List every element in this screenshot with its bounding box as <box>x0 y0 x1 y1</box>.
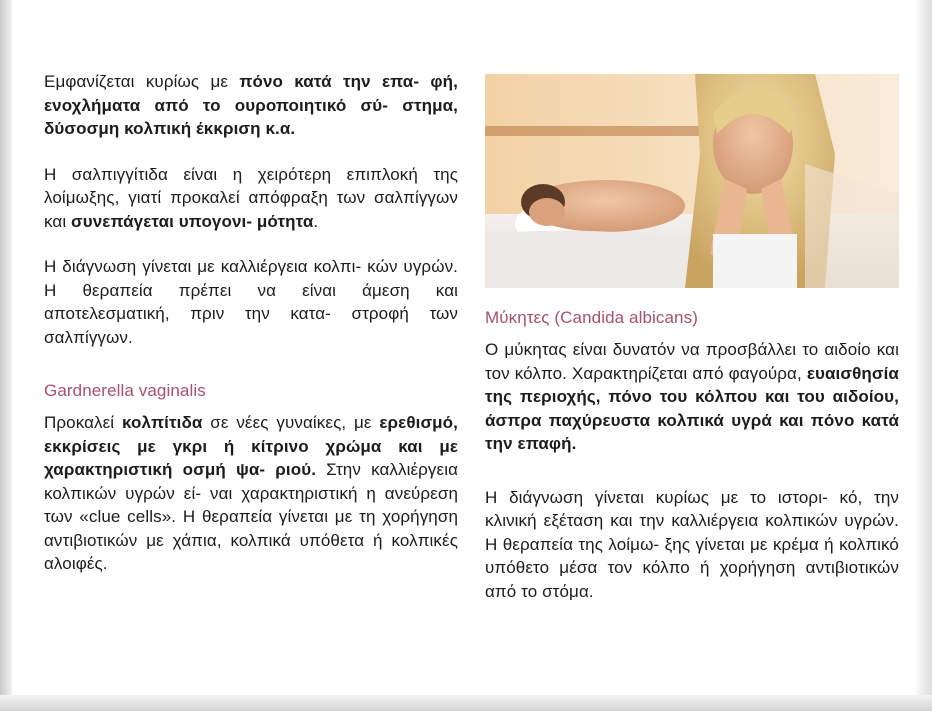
page-spine-shadow <box>0 0 12 711</box>
paragraph-gardnerella: Προκαλεί κολπίτιδα σε νέες γυναίκες, με ερεθισμό, εκκρίσεις με γκρι ή κίτρινο χρώμα και με χαρακτηριστική οσμή ψα- ριού. Στην καλλιέργεια κολπικών υγρών εί- ναι χαρακτηριστική η ανεύρεση των «clue cells». Η θεραπεία γίνεται με τη χορήγηση αντιβιοτικών με χάπια, κολπικά υπόθετα ή κολπικές αλοιφές. <box>44 413 459 573</box>
left-column <box>44 70 458 598</box>
paragraph-diagnosis-culture: Η διάγνωση γίνεται με καλλιέργεια κολπι- κών υγρών. Η θεραπεία πρέπει να είναι άμεση και αποτελεσματική, πριν την κατα- στροφή των σαλπίγγων. <box>44 257 458 347</box>
right-column <box>485 308 899 625</box>
paragraph-candida-diagnosis: Η διάγνωση γίνεται κυρίως με το ιστορι- κό, την κλινική εξέταση και την καλλιέργεια κολπικών υγρών. Η θεραπεία της λοίμω- ξης γίνεται με κρέμα ή κολπικό υπόθετο μέσα τον κόλπο ή χορήγηση αντιβιοτικών από το στόμα. <box>485 487 899 601</box>
heading-gardnerella: Gardnerella vaginalis <box>44 381 206 400</box>
couple-in-bed-photo <box>485 74 899 288</box>
paragraph-symptoms: Εμφανίζεται κυρίως με πόνο κατά την επα- φή, ενοχλήματα από το ουροποιητικό σύ- στημα, δύσοσμη κολπική έκκριση κ.α. <box>44 72 458 138</box>
paragraph-candida: Ο μύκητας είναι δυνατόν να προσβάλλει το αιδοίο και τον κόλπο. Χαρακτηρίζεται από φαγούρα, ευαισθησία της περιοχής, πόνο του κόλπου και του αιδοίου, άσπρα παχύρευστα κολπικά υγρά και πόνο κατά την επαφή. <box>485 340 899 453</box>
page-right-edge <box>914 0 932 711</box>
paragraph-salpingitis: Η σαλπιγγίτιδα είναι η χειρότερη επιπλοκή της λοίμωξης, γιατί προκαλεί απόφραξη των σαλπίγγων και συνεπάγεται υπογονι- μότητα. <box>44 164 458 231</box>
page-bottom-edge <box>0 695 932 711</box>
heading-candida: Μύκητες (Candida albicans) <box>485 308 698 327</box>
